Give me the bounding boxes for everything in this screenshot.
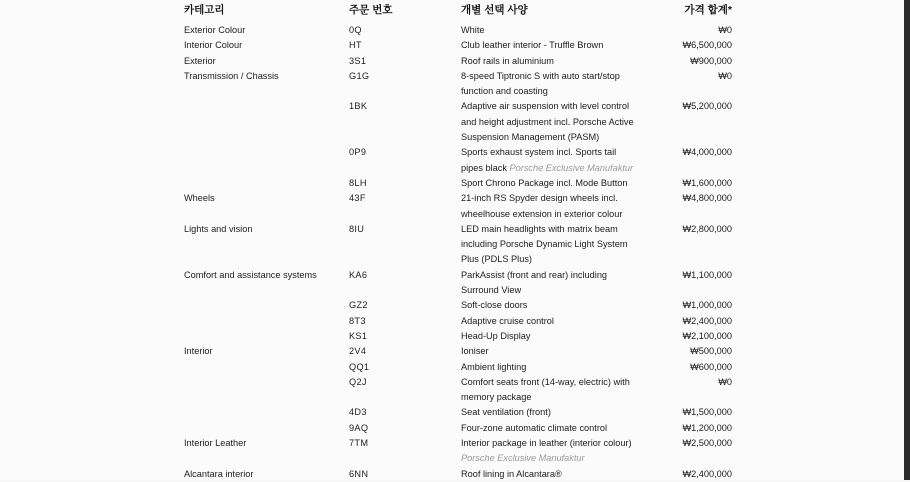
description-text: memory package — [461, 392, 532, 403]
row-description — [461, 54, 554, 69]
description-line — [461, 360, 526, 375]
description-text: Ambient lighting — [461, 361, 527, 372]
row-option-code: 8LH — [349, 177, 367, 188]
description-text: including Porsche Dynamic Light System — [461, 239, 628, 250]
description-text: Soft-close doors — [461, 300, 528, 311]
table-row — [0, 375, 910, 406]
description-text: White — [461, 25, 485, 35]
description-text: 21-inch RS Spyder design wheels incl. — [461, 193, 618, 204]
row-description — [461, 38, 603, 53]
description-text: Surround View — [461, 285, 522, 296]
row-description — [461, 191, 622, 222]
row-description — [461, 436, 632, 467]
description-line — [461, 99, 634, 114]
row-price: ₩500,000 — [690, 346, 732, 357]
row-option-code: 2V4 — [349, 346, 367, 357]
row-option-code: 0P9 — [349, 147, 367, 158]
row-option-code: 43F — [349, 193, 366, 204]
description-text: 8-speed Tiptronic S with auto start/stop — [461, 70, 620, 81]
row-option-code: HT — [349, 40, 362, 51]
row-category: Interior Colour — [184, 40, 243, 51]
row-description — [461, 99, 634, 145]
row-description — [461, 69, 620, 100]
row-category: Interior Leather — [184, 438, 247, 449]
row-option-code: 4D3 — [349, 407, 367, 418]
description-line — [461, 283, 607, 298]
row-price: ₩0 — [718, 25, 732, 35]
row-option-code: 3S1 — [349, 55, 367, 66]
right-edge-bar — [904, 0, 910, 480]
description-text: Comfort seats front (14-way, electric) with — [461, 376, 630, 387]
table-row — [0, 99, 910, 145]
row-category: Transmission / Chassis — [184, 70, 279, 81]
row-description — [461, 344, 489, 359]
row-price: ₩600,000 — [690, 361, 732, 372]
description-text: Head-Up Display — [461, 330, 531, 341]
description-line — [461, 145, 633, 160]
description-text: Adaptive cruise control — [461, 315, 554, 326]
row-description — [461, 314, 554, 329]
description-line — [461, 268, 607, 283]
row-price: ₩2,400,000 — [682, 315, 732, 326]
row-option-code: GZ2 — [349, 300, 368, 311]
description-line — [461, 191, 622, 206]
row-description — [461, 23, 485, 38]
description-text: Sports exhaust system incl. Sports tail — [461, 147, 617, 158]
description-text: Ioniser — [461, 346, 489, 357]
row-category: Comfort and assistance systems — [184, 269, 317, 280]
row-price: ₩5,200,000 — [682, 101, 732, 112]
row-price: ₩2,100,000 — [682, 330, 732, 341]
row-category: Lights and vision — [184, 223, 253, 234]
description-text: Roof lining in Alcantara® — [461, 468, 562, 479]
description-line — [461, 38, 603, 53]
description-line — [461, 130, 634, 145]
table-row — [0, 298, 910, 313]
row-price: ₩900,000 — [690, 55, 732, 66]
description-text: wheelhouse extension in exterior colour — [461, 208, 623, 219]
description-text: Sport Chrono Package incl. Mode Button — [461, 177, 628, 188]
table-row — [0, 54, 910, 69]
row-price: ₩1,200,000 — [682, 422, 732, 433]
table-row — [0, 421, 910, 436]
row-description — [461, 360, 526, 375]
description-line — [461, 115, 634, 130]
description-line — [461, 237, 627, 252]
row-option-code: 9AQ — [349, 422, 369, 433]
description-line — [461, 436, 632, 451]
row-description — [461, 176, 628, 191]
row-price: ₩1,000,000 — [682, 300, 732, 311]
row-option-code: 8T3 — [349, 315, 366, 326]
row-price: ₩4,000,000 — [682, 147, 732, 158]
description-text: Plus (PDLS Plus) — [461, 254, 532, 265]
row-description — [461, 268, 607, 299]
description-text: Adaptive air suspension with level control — [461, 101, 630, 112]
description-line — [461, 84, 620, 99]
table-row — [0, 222, 910, 268]
row-description — [461, 421, 607, 436]
description-text: LED main headlights with matrix beam — [461, 223, 618, 234]
table-row — [0, 145, 910, 176]
row-category: Exterior — [184, 55, 216, 66]
description-line — [461, 375, 630, 390]
description-line — [461, 176, 628, 191]
description-line — [461, 252, 627, 267]
description-line — [461, 329, 530, 344]
table-row — [0, 360, 910, 375]
description-line — [461, 207, 622, 222]
description-line — [461, 390, 630, 405]
row-category: Alcantara interior — [184, 468, 254, 479]
options-table-body — [0, 23, 910, 482]
header-category: 카테고리 — [184, 4, 225, 16]
row-price: ₩6,500,000 — [682, 40, 732, 51]
row-description — [461, 222, 627, 268]
table-row — [0, 314, 910, 329]
description-text: pipes black — [461, 162, 507, 173]
exclusive-manufaktur-note: Porsche Exclusive Manufaktur — [461, 453, 585, 464]
description-line — [461, 161, 633, 176]
table-row — [0, 191, 910, 222]
description-text: Four-zone automatic climate control — [461, 422, 608, 433]
row-description — [461, 298, 527, 313]
header-code: 주문 번호 — [349, 4, 393, 16]
row-price: ₩1,100,000 — [682, 269, 732, 280]
row-category: Exterior Colour — [184, 25, 246, 35]
description-line — [461, 69, 620, 84]
row-price: ₩0 — [718, 376, 732, 387]
description-text: Interior package in leather (interior colour) — [461, 438, 632, 449]
row-price: ₩1,500,000 — [682, 407, 732, 418]
row-option-code: 1BK — [349, 101, 368, 112]
row-option-code: G1G — [349, 70, 370, 81]
description-line — [461, 23, 485, 38]
row-option-code: 7TM — [349, 438, 369, 449]
table-row — [0, 268, 910, 299]
table-row — [0, 38, 910, 53]
row-price: ₩1,600,000 — [682, 177, 732, 188]
description-line — [461, 222, 627, 237]
row-price: ₩2,500,000 — [682, 438, 732, 449]
table-row — [0, 436, 910, 467]
row-price: ₩2,800,000 — [682, 223, 732, 234]
row-price: ₩2,400,000 — [682, 468, 732, 479]
table-row — [0, 405, 910, 420]
table-row — [0, 329, 910, 344]
row-price: ₩0 — [718, 70, 732, 81]
row-category: Wheels — [184, 193, 215, 204]
row-description — [461, 145, 633, 176]
row-description — [461, 375, 630, 406]
description-line — [461, 405, 551, 420]
description-text: Suspension Management (PASM) — [461, 132, 600, 143]
description-text: ParkAssist (front and rear) including — [461, 269, 608, 280]
description-text: function and coasting — [461, 86, 548, 97]
description-text: Seat ventilation (front) — [461, 407, 551, 418]
description-text: Club leather interior - Truffle Brown — [461, 40, 604, 51]
table-header — [0, 0, 910, 20]
row-description — [461, 405, 551, 420]
row-option-code: Q2J — [349, 376, 367, 387]
row-option-code: 0Q — [349, 25, 362, 35]
row-option-code: KS1 — [349, 330, 368, 341]
table-row — [0, 344, 910, 359]
description-line — [461, 298, 527, 313]
description-line — [461, 421, 607, 436]
header-price: 가격 합계* — [684, 4, 732, 16]
description-line — [461, 54, 554, 69]
row-option-code: QQ1 — [349, 361, 370, 372]
row-option-code: 8IU — [349, 223, 365, 234]
header-description: 개별 선택 사양 — [461, 4, 528, 16]
description-line — [461, 344, 489, 359]
description-text: and height adjustment incl. Porsche Active — [461, 116, 634, 127]
row-price: ₩4,800,000 — [682, 193, 732, 204]
table-row — [0, 69, 910, 100]
description-text: Roof rails in aluminium — [461, 55, 554, 66]
description-line — [461, 314, 554, 329]
row-description — [461, 329, 530, 344]
table-row — [0, 23, 910, 38]
row-option-code: KA6 — [349, 269, 368, 280]
row-option-code: 6NN — [349, 468, 369, 479]
exclusive-manufaktur-note: Porsche Exclusive Manufaktur — [509, 162, 634, 173]
table-row — [0, 176, 910, 191]
row-category: Interior — [184, 346, 213, 357]
